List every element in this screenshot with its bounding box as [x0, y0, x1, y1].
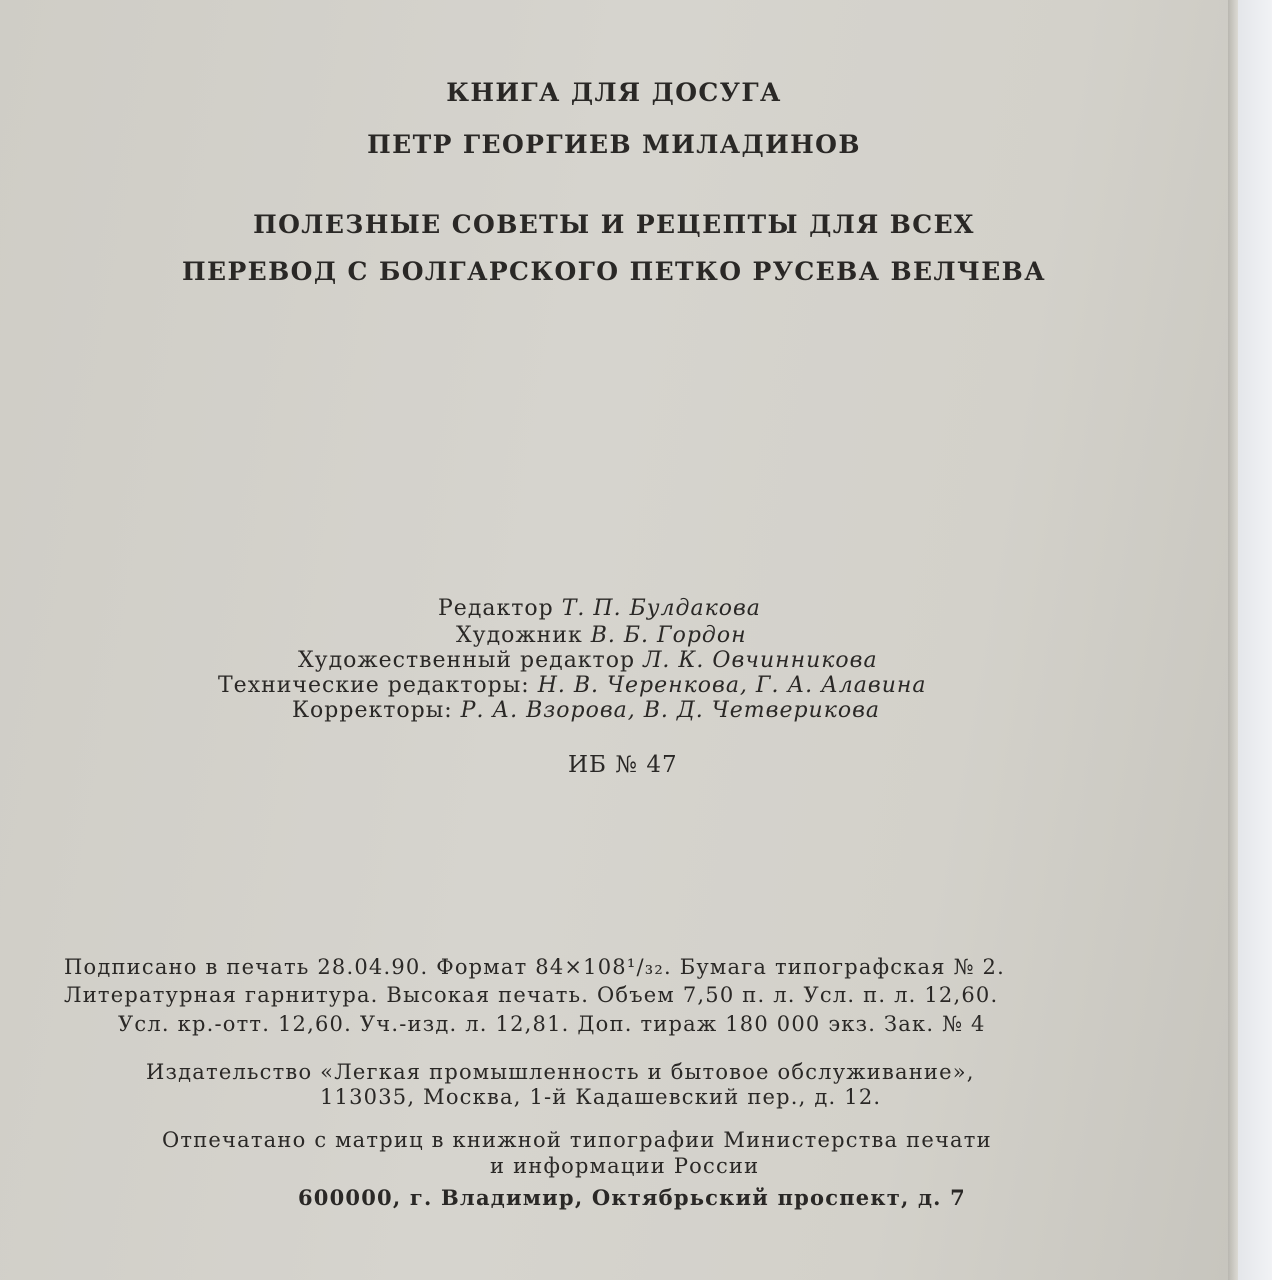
- printer-line-2: и информации России: [490, 1154, 760, 1178]
- ib-number: ИБ № 47: [568, 752, 678, 778]
- imprint-line-2: Литературная гарнитура. Высокая печать. Объем 7,50 п. л. Усл. п. л. 12,60.: [64, 983, 999, 1007]
- credit-role: Редактор: [438, 596, 554, 621]
- printer-line-1: Отпечатано с матриц в книжной типографии Министерства печати: [162, 1128, 992, 1152]
- series-title: КНИГА ДЛЯ ДОСУГА: [446, 78, 782, 107]
- author-name: ПЕТР ГЕОРГИЕВ МИЛАДИНОВ: [367, 130, 861, 159]
- credit-tech-editors: [218, 673, 927, 698]
- page-edge: [1228, 0, 1238, 1280]
- printer-address: 600000, г. Владимир, Октябрьский проспект, д. 7: [298, 1185, 966, 1210]
- book-title: ПОЛЕЗНЫЕ СОВЕТЫ И РЕЦЕПТЫ ДЛЯ ВСЕХ: [253, 210, 975, 239]
- credit-name: Р. А. Взорова, В. Д. Четверикова: [460, 698, 881, 723]
- imprint-line-3: Усл. кр.-отт. 12,60. Уч.-изд. л. 12,81. Доп. тираж 180 000 экз. Зак. № 4: [118, 1012, 986, 1036]
- credit-proofreaders: [292, 698, 880, 723]
- credit-name: В. Б. Гордон: [590, 623, 747, 648]
- credit-name: Т. П. Булдакова: [561, 596, 761, 621]
- credit-name: Н. В. Черенкова, Г. А. Алавина: [537, 673, 927, 698]
- credit-art-editor: [298, 648, 878, 673]
- imprint-line-1: Подписано в печать 28.04.90. Формат 84×108¹/₃₂. Бумага типографская № 2.: [64, 955, 1005, 979]
- publisher-name: Издательство «Легкая промышленность и бытовое обслуживание»,: [146, 1060, 975, 1084]
- credit-editor: [438, 596, 761, 621]
- credit-role: Художественный редактор: [298, 648, 636, 673]
- credit-artist: [456, 623, 747, 648]
- credit-name: Л. К. Овчинникова: [643, 648, 878, 673]
- translation-credit: ПЕРЕВОД С БОЛГАРСКОГО ПЕТКО РУСЕВА ВЕЛЧЕВА: [182, 257, 1046, 286]
- background: [1238, 0, 1272, 1280]
- credit-role: Художник: [456, 623, 583, 648]
- publisher-address: 113035, Москва, 1-й Кадашевский пер., д. 12.: [320, 1085, 882, 1109]
- credit-role: Корректоры:: [292, 698, 453, 723]
- credit-role: Технические редакторы:: [218, 673, 530, 698]
